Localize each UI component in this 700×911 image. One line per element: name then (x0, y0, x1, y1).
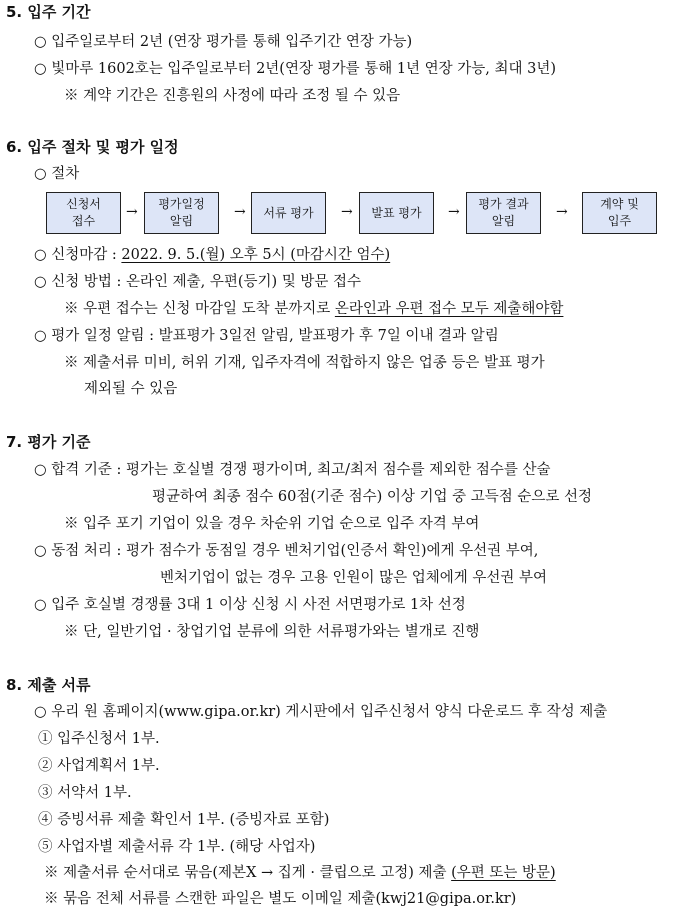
tie-rule-line-1: ○ 동점 처리 : 평가 점수가 동점일 경우 벤처기업(인증서 확인)에게 우선권 부여, (34, 543, 539, 559)
binding-note (44, 863, 556, 883)
arrow-right-icon: → (234, 204, 246, 220)
deadline-label: ○ 신청마감 : (34, 247, 122, 263)
section-7-title: 7. 평가 기준 (6, 433, 91, 451)
flow-step-label: 발표 평가 (371, 205, 422, 220)
procedure-flow (46, 192, 666, 238)
procedure-label: ○ 절차 (34, 166, 80, 182)
submission-item: ② 사업계획서 1부. (38, 758, 160, 774)
s5-line-2: ○ 빛마루 1602호는 입주일로부터 2년(연장 평가를 통해 1년 연장 가능, 최대 3년) (34, 61, 557, 77)
flow-step-result-notice (466, 192, 541, 234)
arrow-right-icon: → (448, 204, 460, 220)
flow-step-application (46, 192, 121, 234)
competition-rule: ○ 입주 호실별 경쟁률 3대 1 이상 신청 시 사전 서면평가로 1차 선정 (34, 597, 466, 613)
arrow-right-icon: → (341, 204, 353, 220)
submission-item: ④ 증빙서류 제출 확인서 1부. (증빙자료 포함) (38, 812, 330, 828)
tie-rule-line-2: 벤처기업이 없는 경우 고용 인원이 많은 업체에게 우선권 부여 (160, 570, 548, 586)
mail-note-emphasis: 온라인과 우편 접수 모두 제출해야함 (334, 301, 564, 317)
mail-note (64, 299, 563, 319)
flow-step-label: 평가 결과 (478, 197, 529, 211)
arrow-right-icon: → (556, 204, 568, 220)
flow-step-label: 신청서 (66, 197, 101, 211)
evaluation-note-line-2: 제외될 수 있음 (84, 381, 178, 397)
competition-note: ※ 단, 일반기업 · 창업기업 분류에 의한 서류평가와는 별개로 진행 (64, 624, 480, 640)
submission-item: ① 입주신청서 1부. (38, 731, 160, 747)
flow-step-label: 서류 평가 (263, 205, 314, 220)
flow-step-label: 계약 및 (600, 197, 639, 211)
evaluation-schedule: ○ 평가 일정 알림 : 발표평가 3일전 알림, 발표평가 후 7일 이내 결과 알림 (34, 328, 499, 344)
binding-note-emphasis: (우편 또는 방문) (451, 865, 556, 881)
s5-line-1: ○ 입주일로부터 2년 (연장 평가를 통해 입주기간 연장 가능) (34, 34, 413, 50)
flow-step-label: 접수 (71, 214, 96, 228)
flow-step-label: 입주 (607, 214, 632, 228)
flow-step-label: 알림 (491, 214, 516, 228)
s5-note: ※ 계약 기간은 진흥원의 사정에 따라 조정 될 수 있음 (64, 88, 401, 104)
submission-item: ⑤ 사업자별 제출서류 각 1부. (해당 사업자) (38, 839, 316, 855)
submission-item: ③ 서약서 1부. (38, 785, 132, 801)
flow-step-presentation (359, 192, 434, 234)
mail-note-text: ※ 우편 접수는 신청 마감일 도착 분까지로 (64, 301, 335, 317)
flow-step-schedule-notice (144, 192, 219, 234)
submission-intro: ○ 우리 원 홈페이지(www.gipa.or.kr) 게시판에서 입주신청서 양식 다운로드 후 작성 제출 (34, 704, 608, 720)
flow-step-label: 평가일정 (158, 197, 205, 211)
section-5-title: 5. 입주 기간 (6, 3, 91, 21)
binding-note-text: ※ 제출서류 순서대로 묶음(제본X → 집게 · 클립으로 고정) 제출 (44, 865, 452, 881)
flow-step-label: 알림 (169, 214, 194, 228)
deadline-value: 2022. 9. 5.(월) 오후 5시 (마감시간 엄수) (121, 247, 391, 263)
pass-criteria-line-2: 평균하여 최종 점수 60점(기준 점수) 이상 기업 중 고득점 순으로 선정 (152, 489, 593, 505)
flow-step-contract (582, 192, 657, 234)
pass-criteria-note: ※ 입주 포기 기업이 있을 경우 차순위 기업 순으로 입주 자격 부여 (64, 516, 480, 532)
arrow-right-icon: → (126, 204, 138, 220)
email-note: ※ 묶음 전체 서류를 스캔한 파일은 별도 이메일 제출(kwj21@gipa.or.kr) (44, 891, 517, 907)
section-6-title: 6. 입주 절차 및 평가 일정 (6, 138, 179, 156)
application-method: ○ 신청 방법 : 온라인 제출, 우편(등기) 및 방문 접수 (34, 274, 362, 290)
pass-criteria-line-1: ○ 합격 기준 : 평가는 호실별 경쟁 평가이며, 최고/최저 점수를 제외한 점수를 산술 (34, 462, 551, 478)
evaluation-note-line-1: ※ 제출서류 미비, 허위 기재, 입주자격에 적합하지 않은 업종 등은 발표 평가 (64, 355, 545, 371)
flow-step-document-review (251, 192, 326, 234)
section-8-title: 8. 제출 서류 (6, 676, 91, 694)
deadline-line (34, 245, 390, 265)
